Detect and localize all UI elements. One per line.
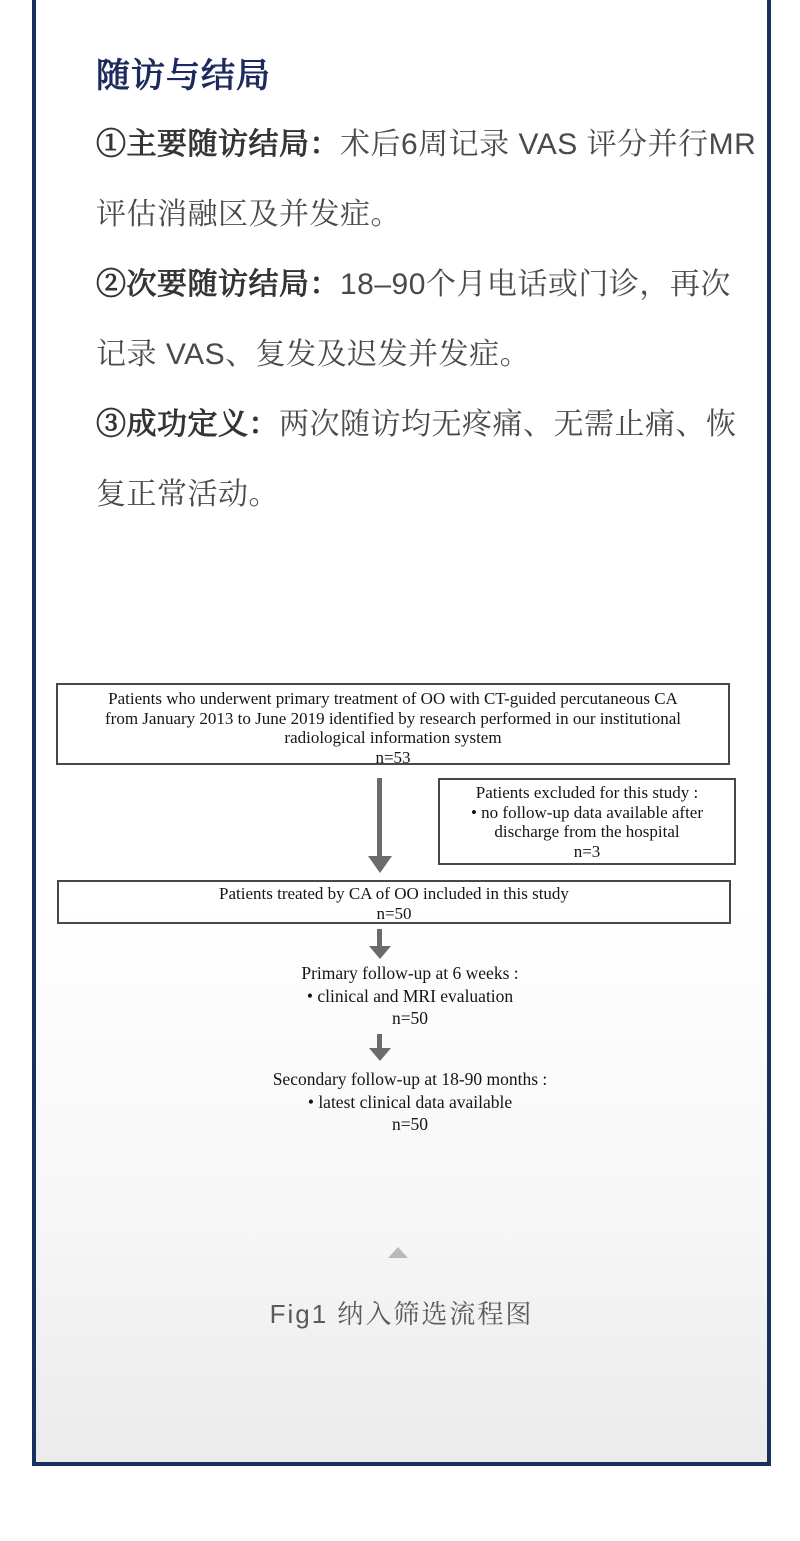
body-line-6-text: 复正常活动。 (96, 478, 279, 511)
body-line-2 (96, 180, 796, 250)
body-line-4 (96, 320, 796, 390)
flow-step-primary-count: n=50 (391, 1008, 429, 1028)
flow-box-excluded (438, 778, 736, 865)
body-line-4-text: 记录 VAS、复发及迟发并发症。 (96, 338, 531, 371)
body-line-2-text: 评估消融区及并发症。 (96, 198, 401, 231)
flow-box-excluded-line3: discharge from the hospital (494, 822, 680, 841)
flow-box-identified-line1: Patients who underwent primary treatment of OO with CT-guided percutaneous CA (108, 689, 678, 708)
flow-step-secondary-line1: Secondary follow-up at 18-90 months : (272, 1069, 548, 1089)
collapse-triangle-icon[interactable] (388, 1247, 408, 1258)
flow-box-identified-count: n=53 (375, 747, 411, 767)
flow-box-excluded-line2: • no follow-up data available after (470, 802, 704, 822)
flow-box-excluded-count: n=3 (573, 841, 601, 861)
flow-step-primary-followup (60, 962, 760, 1030)
body-line-5-text: 两次随访均无疼痛、无需止痛、恢 (279, 408, 737, 441)
body-line-1-text: 术后6周记录 VAS 评分并行MR (340, 128, 757, 161)
flow-box-excluded-line1: Patients excluded for this study : (475, 783, 699, 802)
body-line-5 (96, 390, 796, 460)
flow-step-secondary-followup (60, 1068, 760, 1136)
flow-box-identified (56, 683, 730, 765)
flow-box-identified-line3: radiological information system (284, 728, 502, 747)
body-line-1-label: ①主要随访结局： (96, 128, 340, 161)
flow-step-primary-line1: Primary follow-up at 6 weeks : (301, 963, 519, 983)
body-line-3-text: 18–90个月电话或门诊，再次 (340, 268, 731, 301)
body-line-1 (96, 110, 796, 180)
flow-step-secondary-count: n=50 (391, 1114, 429, 1134)
body-line-6 (96, 460, 796, 530)
flow-step-secondary-line2: • latest clinical data available (307, 1091, 513, 1112)
flow-box-included (57, 880, 731, 924)
body-line-3-label: ②次要随访结局： (96, 268, 340, 301)
body-line-5-label: ③成功定义： (96, 408, 279, 441)
section-title: 随访与结局 (96, 57, 271, 95)
figure-caption: Fig1 纳入筛选流程图 (269, 1299, 534, 1329)
flow-box-included-count: n=50 (376, 903, 412, 923)
body-line-3 (96, 250, 796, 320)
flow-box-identified-line2: from January 2013 to June 2019 identified by research performed in our institutional (105, 708, 681, 728)
flow-step-primary-line2: • clinical and MRI evaluation (306, 985, 514, 1006)
flow-box-included-line1: Patients treated by CA of OO included in this study (219, 884, 569, 903)
